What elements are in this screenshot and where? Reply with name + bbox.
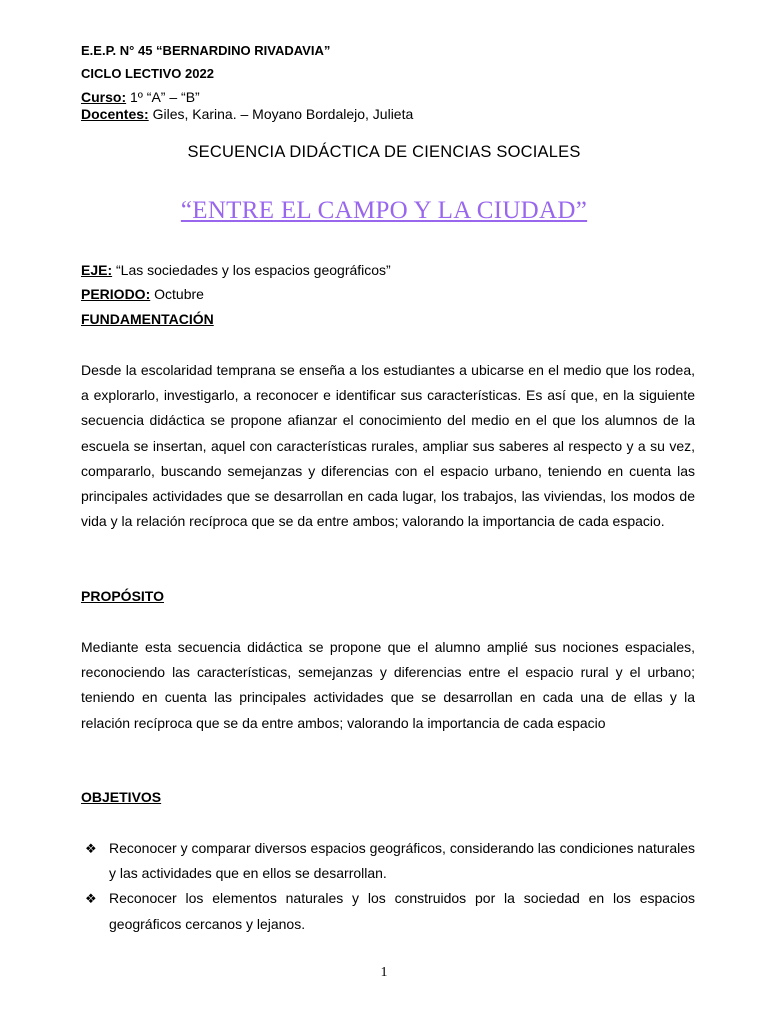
course-label: Curso: xyxy=(81,89,127,105)
periodo-label: PERIODO: xyxy=(81,286,151,302)
school-year: CICLO LECTIVO 2022 xyxy=(81,66,214,81)
objetivo-text: Reconocer los elementos naturales y los construidos por la sociedad en los espacios geográficos cercanos y lejanos. xyxy=(109,890,695,932)
course-line xyxy=(81,89,200,105)
document-subtitle: SECUENCIA DIDÁCTICA DE CIENCIAS SOCIALES xyxy=(187,143,581,161)
fundamentacion-text: Desde la escolaridad temprana se enseña a los estudiantes a ubicarse en el medio que los rodea, a explorarlo, investigarlo, a reconocer e identificar sus características. Es así que, en la siguiente secuencia didáctica se propone afianzar el conocimiento del medio en el que los alumnos de la escuela se insertan, aquel con características rurales, ampliar sus saberes al respecto y a su vez, compararlo, buscando semejanzas y diferencias con el espacio urbano, teniendo en cuenta las principales actividades que se desarrollan en cada lugar, los trabajos, las viviendas, los modos de vida y la relación recíproca que se da entre ambos; valorando la importancia de cada espacio. xyxy=(81,362,695,530)
diamond-bullet-icon: ❖ xyxy=(85,841,97,856)
teachers-value: Giles, Karina. – Moyano Bordalejo, Julieta xyxy=(148,106,414,122)
eje-label: EJE: xyxy=(81,262,113,278)
fundamentacion-heading: FUNDAMENTACIÓN xyxy=(81,311,214,327)
course-value: 1º “A” – “B” xyxy=(126,89,200,105)
periodo-line xyxy=(81,286,204,302)
eje-value: “Las sociedades y los espacios geográficos” xyxy=(112,262,391,278)
list-item xyxy=(81,836,695,886)
proposito-heading: PROPÓSITO xyxy=(81,588,164,604)
list-item xyxy=(81,886,695,936)
objetivos-heading: OBJETIVOS xyxy=(81,789,162,805)
page-number: 1 xyxy=(380,965,388,980)
school-name: E.E.P. N° 45 “BERNARDINO RIVADAVIA” xyxy=(81,43,331,58)
diamond-bullet-icon: ❖ xyxy=(85,891,97,907)
proposito-text: Mediante esta secuencia didáctica se propone que el alumno amplié sus nociones espaciales, reconociendo las características, semejanzas y diferencias entre el espacio rural y el urbano; teniendo en cuenta las principales actividades que se desarrollan en cada una de ellas y la relación recíproca que se da entre ambos; valorando la importancia de cada espacio xyxy=(81,639,695,731)
periodo-value: Octubre xyxy=(150,286,204,302)
teachers-line xyxy=(81,106,413,122)
eje-line xyxy=(81,262,391,278)
objetivo-text: Reconocer y comparar diversos espacios geográficos, considerando las condiciones naturales y las actividades que en ellos se desarrollan. xyxy=(109,840,695,882)
teachers-label: Docentes: xyxy=(81,106,149,122)
document-title: “ENTRE EL CAMPO Y LA CIUDAD” xyxy=(180,197,588,224)
objetivos-list xyxy=(81,836,695,937)
